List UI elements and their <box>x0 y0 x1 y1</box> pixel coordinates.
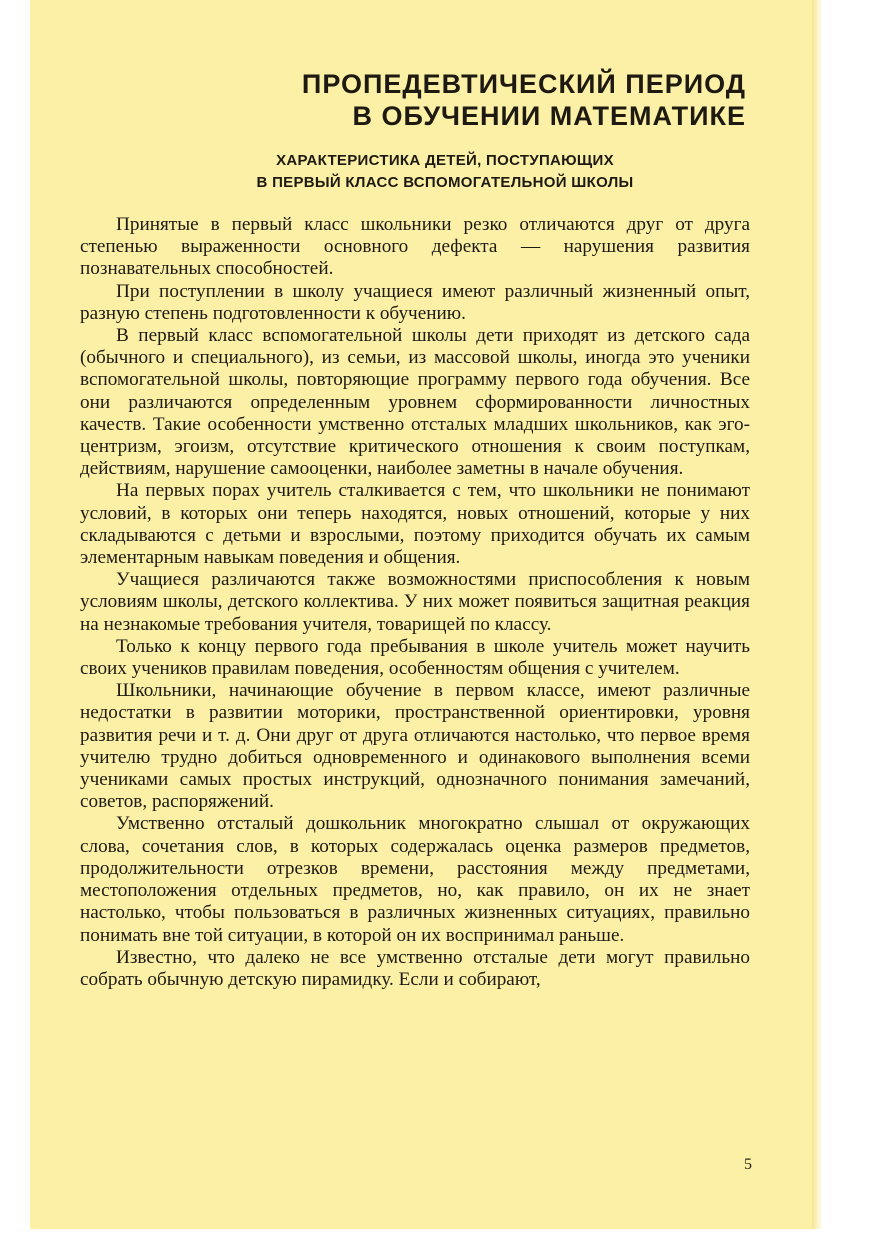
paragraph: При поступлении в школу учащиеся имеют различный жизненный опыт, разную степень подготовленности к обучению. <box>80 280 750 324</box>
section-title-line-2: В ПЕРВЫЙ КЛАСС ВСПОМОГАТЕЛЬНОЙ ШКОЛЫ <box>256 174 634 191</box>
paragraph: Умственно отсталый дошкольник многократно слышал от окружающих слова, сочетания слов, в которых содержалась оценка размеров предметов, продолжительности отрезков времени, расстояния между предметами, местоположения отдельных предметов, но, как правило, он их не знает настолько, чтобы пользоваться в различных жизненных ситуациях, правильно понимать вне той ситуации, в которой он их воспринимал раньше. <box>80 813 750 946</box>
page-number: 5 <box>744 1156 752 1173</box>
section-title-line-1: ХАРАКТЕРИСТИКА ДЕТЕЙ, ПОСТУПАЮЩИХ <box>276 152 614 169</box>
page-edge <box>812 0 822 1229</box>
chapter-title <box>80 68 750 132</box>
paragraph: Школьники, начинающие обучение в первом классе, имеют различные недостатки в развитии моторики, пространственной ориентировки, уровня развития речи и т. д. Они друг от друга отличаются настолько, что первое время учителю трудно добиться одновременного и одинакового выполнения всеми учениками самых простых инструкций, однозначного понимания замечаний, советов, распоряжений. <box>80 680 750 813</box>
section-title <box>80 150 750 194</box>
body-text <box>80 214 750 991</box>
paragraph: Только к концу первого года пребывания в школе учитель может научить своих учеников правилам поведения, особенностям общения с учителем. <box>80 635 750 680</box>
paragraph: Принятые в первый класс школьники резко отличаются друг от друга степенью выраженности основного дефекта — нарушения развития познавательных способностей. <box>80 214 750 280</box>
paragraph: Известно, что далеко не все умственно отсталые дети могут правильно собрать обычную детскую пирамидку. Если и собирают, <box>80 946 750 990</box>
chapter-title-line-1: ПРОПЕДЕВТИЧЕСКИЙ ПЕРИОД <box>301 69 746 99</box>
text-block <box>80 68 750 991</box>
chapter-title-line-2: В ОБУЧЕНИИ МАТЕМАТИКЕ <box>352 101 746 131</box>
paragraph: На первых порах учитель сталкивается с тем, что школьники не понимают условий, в которых они теперь находятся, новых отношений, которые у них складываются с детьми и взрослыми, поэтому приходится обучать их самым элементарным навыкам поведения и общения. <box>80 480 750 569</box>
paragraph: Учащиеся различаются также возможностями приспособления к новым условиям школы, детского коллектива. У них может появиться защитная реакция на незнакомые требования учителя, товарищей по классу. <box>80 569 750 635</box>
paragraph: В первый класс вспомогательной школы дети приходят из детского сада (обычного и специального), из семьи, из массовой школы, иногда это ученики вспомогательной школы, повторяющие программу первого года обучения. Все они различаются определенным уровнем сформированности личностных качеств. Такие особенности умственно отсталых младших школьников, как эгоцентризм, эгоизм, отсутствие критического отношения к своим поступкам, действиям, нарушение самооценки, наиболее заметны в начале обучения. <box>80 325 750 480</box>
